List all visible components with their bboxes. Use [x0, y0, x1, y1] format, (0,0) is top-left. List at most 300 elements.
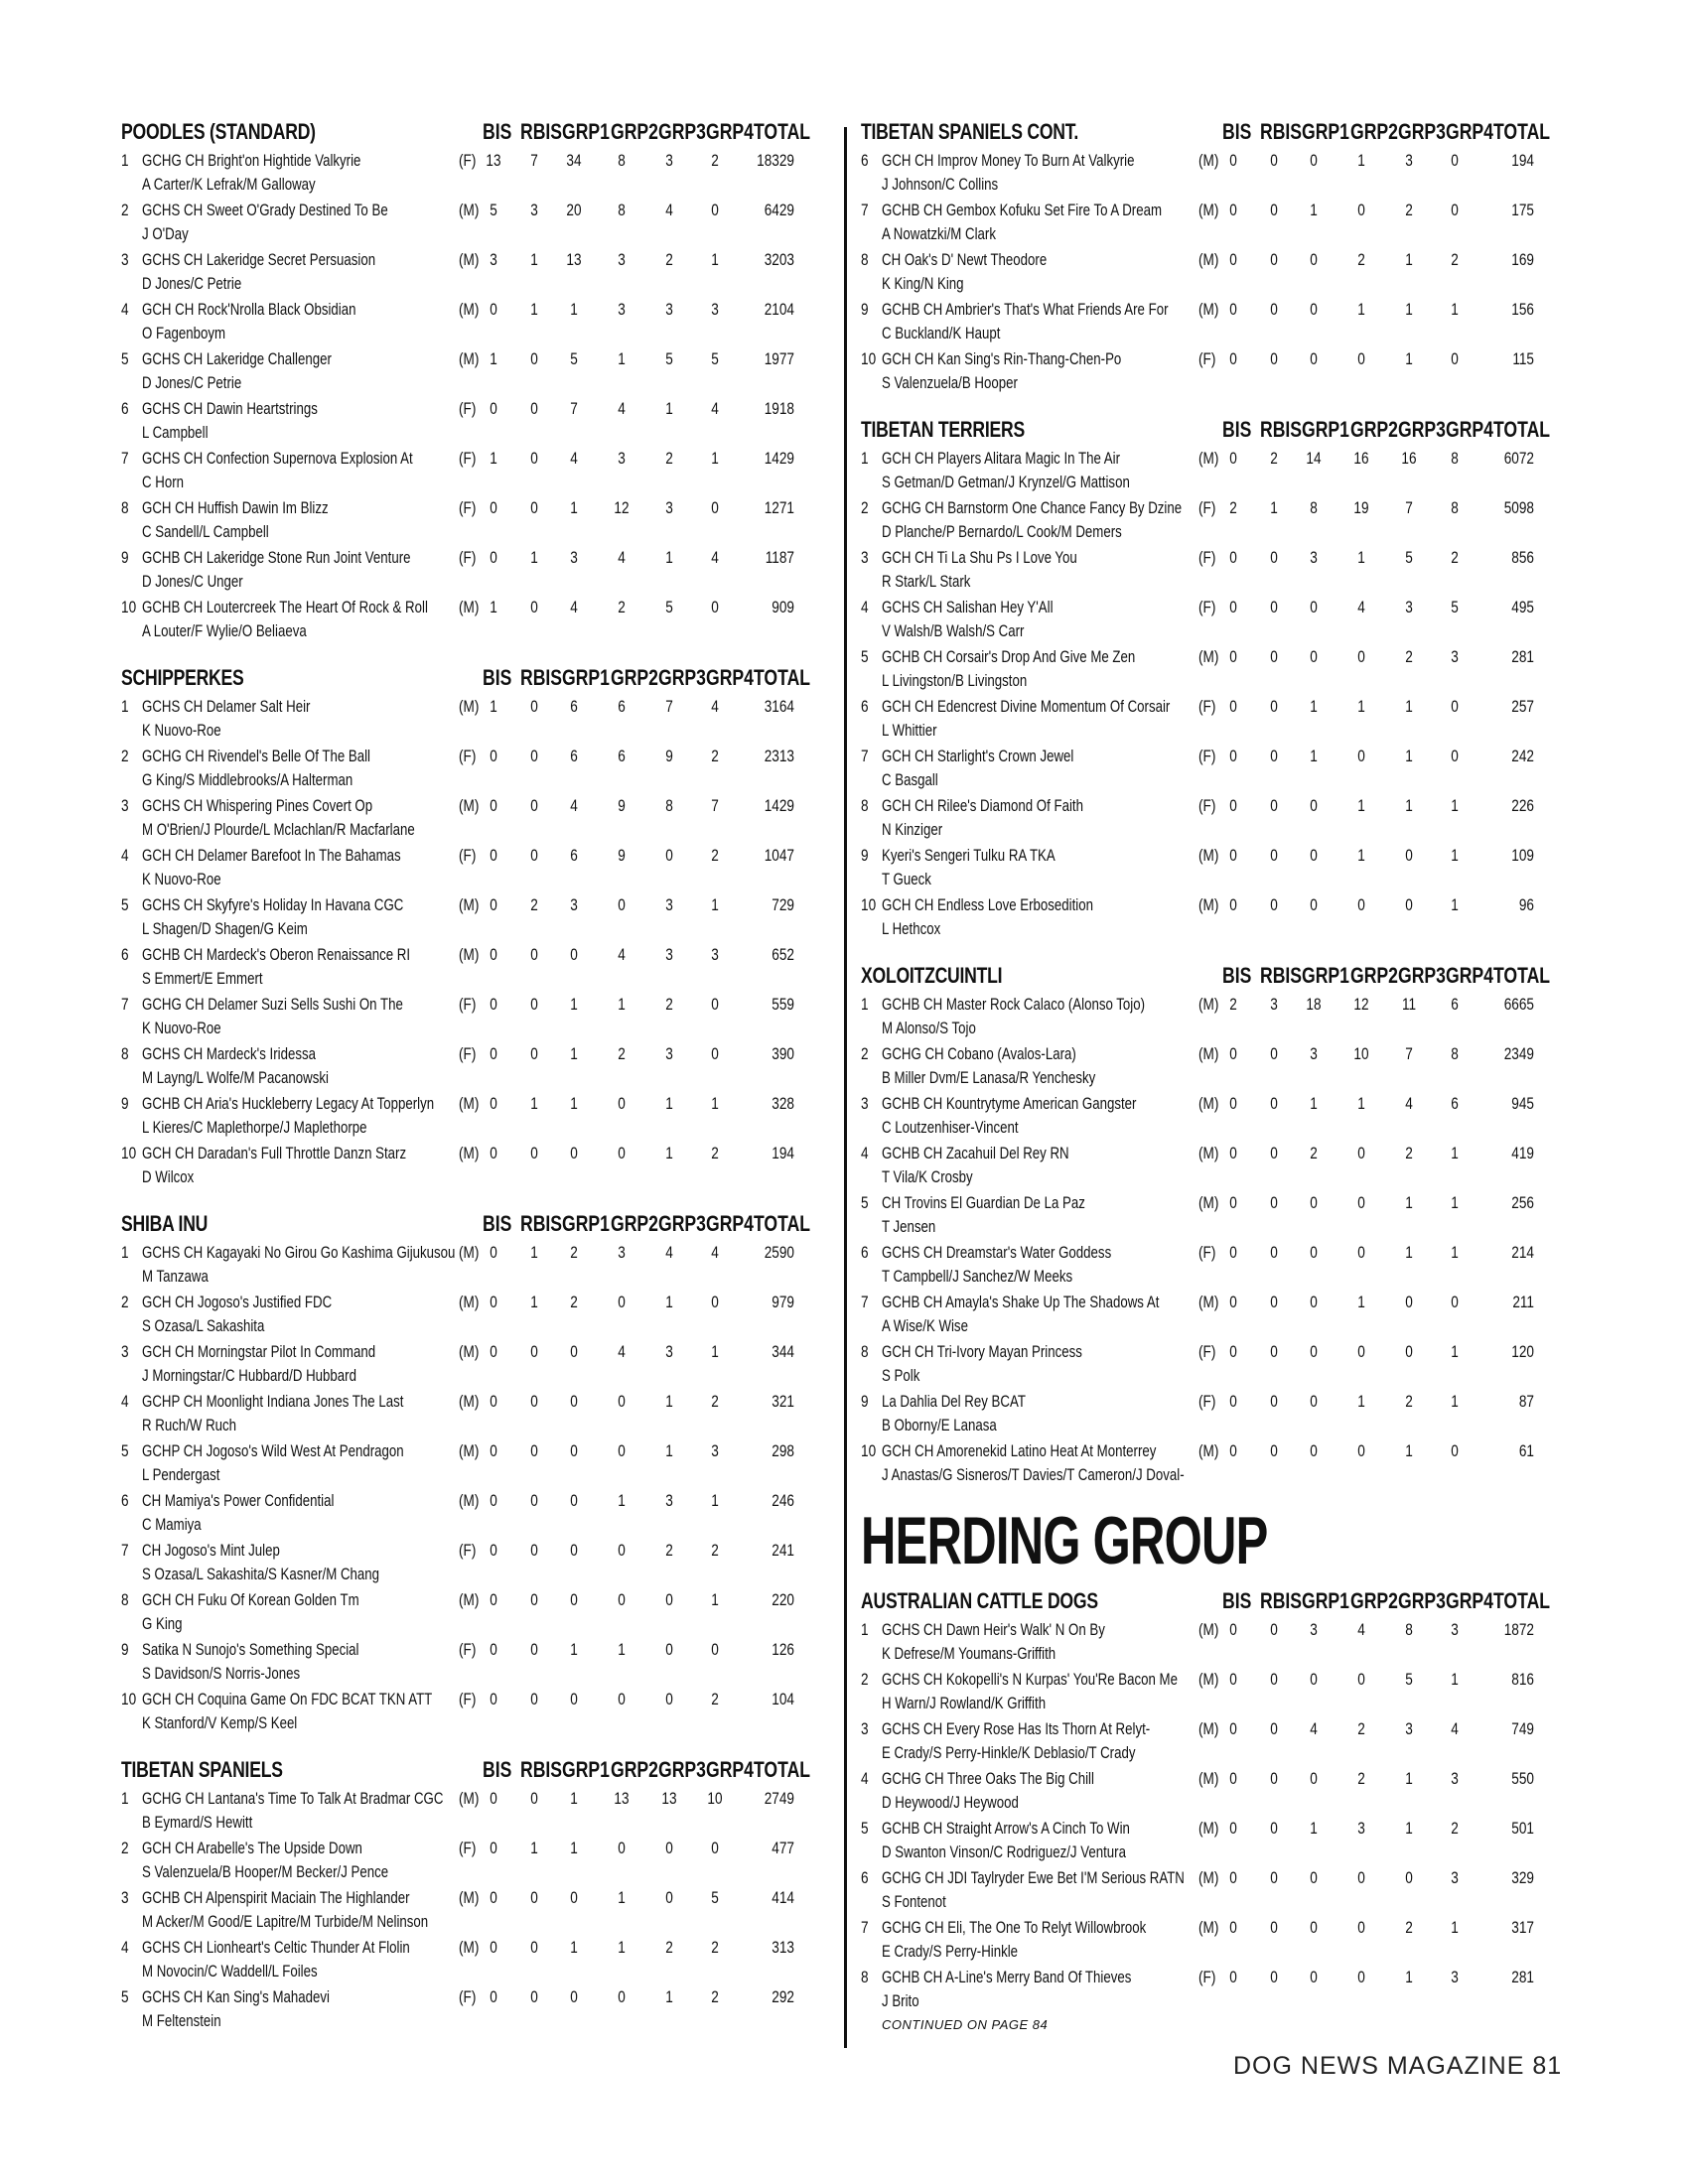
rank-number: 3 [861, 1719, 869, 1738]
stat-bis: 0 [490, 399, 497, 418]
stat-grp3: 2 [1405, 1918, 1413, 1937]
dog-name: GCH CH Amorenekid Latino Heat At Monterrey [882, 1441, 1157, 1460]
stat-total: 652 [772, 945, 794, 964]
owner-names: K Nuovo-Roe [142, 870, 221, 888]
column-header-grp4: GRP4 [1446, 417, 1493, 442]
stat-grp4: 8 [1451, 498, 1459, 517]
dog-name: La Dahlia Del Rey BCAT [882, 1392, 1026, 1411]
stat-grp3: 0 [1405, 1868, 1413, 1887]
stat-total: 120 [1511, 1342, 1534, 1361]
rank-number: 10 [861, 1441, 877, 1460]
rank-number: 6 [861, 697, 869, 716]
stat-grp1: 1 [1310, 1819, 1318, 1838]
sex-marker: (M) [1198, 201, 1219, 219]
rank-number: 3 [861, 1094, 869, 1113]
group-sections [861, 1588, 1561, 2015]
stat-grp1: 0 [570, 1987, 578, 2006]
stat-total: 979 [772, 1293, 794, 1311]
stat-bis: 0 [490, 995, 497, 1014]
stat-grp2: 0 [1357, 201, 1365, 219]
sex-marker: (M) [459, 1441, 480, 1460]
breed-title: TIBETAN TERRIERS [861, 417, 1025, 442]
stat-rbis: 0 [1270, 1293, 1278, 1311]
owner-names: N Kinziger [882, 820, 943, 839]
stat-grp3: 7 [1405, 1044, 1413, 1063]
column-header-bis: BIS [483, 665, 512, 690]
dog-entry [121, 993, 821, 1042]
stat-grp1: 0 [1310, 1293, 1318, 1311]
stat-grp1: 18 [1306, 995, 1322, 1014]
stat-total: 281 [1511, 1968, 1534, 1986]
stat-total: 729 [772, 895, 794, 914]
stat-grp3: 2 [1405, 1144, 1413, 1162]
stat-bis: 0 [490, 1839, 497, 1857]
stat-total: 257 [1511, 697, 1534, 716]
owner-names: L Campbell [142, 423, 209, 442]
stat-grp4: 1 [711, 449, 719, 468]
stat-rbis: 0 [530, 1640, 538, 1659]
stat-bis: 0 [1229, 647, 1237, 666]
stat-rbis: 0 [530, 1342, 538, 1361]
stat-total: 2749 [764, 1789, 794, 1808]
stat-total: 495 [1511, 598, 1534, 616]
stat-grp3: 1 [1405, 349, 1413, 368]
stat-grp1: 3 [1310, 548, 1318, 567]
owner-names: S Ozasa/L Sakashita/S Kasner/M Chang [142, 1565, 380, 1583]
stat-grp3: 1 [1405, 1193, 1413, 1212]
dog-name: GCHS CH Whispering Pines Covert Op [142, 796, 373, 815]
stat-bis: 0 [1229, 449, 1237, 468]
stat-rbis: 0 [530, 1044, 538, 1063]
stat-grp2: 9 [618, 846, 626, 865]
column-header-grp4: GRP4 [1446, 119, 1493, 144]
sex-marker: (F) [459, 995, 477, 1014]
stat-grp2: 0 [1357, 647, 1365, 666]
stat-grp1: 0 [1310, 151, 1318, 170]
stat-bis: 0 [1229, 548, 1237, 567]
stat-grp4: 0 [711, 995, 719, 1014]
owner-names: B Eymard/S Hewitt [142, 1813, 253, 1832]
dog-entry [861, 1142, 1561, 1191]
stat-grp1: 0 [570, 1392, 578, 1411]
breed-title: XOLOITZCUINTLI [861, 963, 1003, 988]
column-header-total: TOTAL [1493, 417, 1551, 442]
sex-marker: (M) [1198, 995, 1219, 1014]
dog-entry [121, 745, 821, 794]
dog-name: CH Mamiya's Power Confidential [142, 1491, 335, 1510]
stat-rbis: 0 [1270, 697, 1278, 716]
dog-entry [861, 1866, 1561, 1916]
stat-rbis: 0 [530, 1491, 538, 1510]
sex-marker: (M) [459, 1590, 480, 1609]
dog-name: GCH CH Kan Sing's Rin-Thang-Chen-Po [882, 349, 1122, 368]
stat-grp3: 1 [665, 548, 673, 567]
dog-name: GCH CH Players Alitara Magic In The Air [882, 449, 1120, 468]
stat-total: 390 [772, 1044, 794, 1063]
rank-number: 8 [121, 1590, 129, 1609]
stat-grp1: 0 [570, 1541, 578, 1560]
rank-number: 8 [121, 1044, 129, 1063]
owner-names: H Warn/J Rowland/K Griffith [882, 1694, 1047, 1712]
dog-entry [861, 1817, 1561, 1866]
dog-name: GCHS CH Salishan Hey Y'All [882, 598, 1054, 616]
stat-bis: 0 [1229, 1769, 1237, 1788]
dog-entry [861, 546, 1561, 596]
column-header-rbis: RBIS [1260, 1588, 1303, 1613]
stat-grp3: 5 [665, 349, 673, 368]
stat-total: 6665 [1503, 995, 1534, 1014]
stat-rbis: 0 [1270, 1968, 1278, 1986]
stat-rbis: 0 [530, 1789, 538, 1808]
rank-number: 4 [121, 1392, 129, 1411]
owner-names: L Pendergast [142, 1465, 220, 1484]
stat-grp1: 0 [1310, 1441, 1318, 1460]
column-header-total: TOTAL [1493, 1588, 1551, 1613]
stat-grp1: 0 [1310, 598, 1318, 616]
stat-grp2: 0 [1357, 1144, 1365, 1162]
sex-marker: (F) [459, 151, 477, 170]
dog-entry [121, 1588, 821, 1638]
stat-grp2: 3 [1357, 1819, 1365, 1838]
stat-bis: 0 [1229, 1670, 1237, 1689]
section-header [121, 1211, 821, 1241]
sex-marker: (M) [1198, 1441, 1219, 1460]
stat-grp1: 0 [570, 1590, 578, 1609]
column-header-grp1: GRP1 [1302, 1588, 1349, 1613]
stat-grp1: 1 [570, 1044, 578, 1063]
stat-total: 313 [772, 1938, 794, 1957]
sex-marker: (F) [459, 449, 477, 468]
dog-name: GCHB CH Zacahuil Del Rey RN [882, 1144, 1069, 1162]
stat-grp4: 2 [711, 1987, 719, 2006]
stat-grp2: 8 [618, 151, 626, 170]
stat-grp4: 8 [1451, 449, 1459, 468]
sex-marker: (F) [1198, 598, 1216, 616]
stat-grp2: 3 [618, 250, 626, 269]
stat-grp3: 3 [665, 1342, 673, 1361]
breed-title: POODLES (STANDARD) [121, 119, 316, 144]
stat-rbis: 1 [530, 1839, 538, 1857]
stat-total: 126 [772, 1640, 794, 1659]
rank-number: 7 [861, 1293, 869, 1311]
stat-grp4: 1 [1451, 895, 1459, 914]
stat-grp4: 0 [711, 1044, 719, 1063]
stat-grp4: 0 [711, 201, 719, 219]
dog-name: GCHG CH Lantana's Time To Talk At Bradmar CGC [142, 1789, 444, 1808]
stat-grp2: 12 [1353, 995, 1369, 1014]
stat-grp3: 1 [1405, 1243, 1413, 1262]
column-header-rbis: RBIS [1260, 119, 1303, 144]
column-header-grp1: GRP1 [562, 665, 610, 690]
stat-grp2: 1 [1357, 1293, 1365, 1311]
breed-title: TIBETAN SPANIELS [121, 1757, 283, 1782]
stat-total: 3203 [764, 250, 794, 269]
stat-grp4: 2 [711, 151, 719, 170]
stat-grp4: 3 [711, 300, 719, 319]
stat-grp3: 2 [665, 1938, 673, 1957]
stat-grp3: 1 [665, 1392, 673, 1411]
rank-number: 8 [861, 796, 869, 815]
dog-entry [861, 596, 1561, 645]
stat-bis: 0 [1229, 1342, 1237, 1361]
stat-rbis: 0 [1270, 1392, 1278, 1411]
dog-entry [121, 844, 821, 893]
dog-entry [861, 1618, 1561, 1668]
stat-grp2: 10 [1353, 1044, 1369, 1063]
section-header [861, 417, 1561, 447]
stat-rbis: 0 [530, 1144, 538, 1162]
dog-name: GCHB CH Alpenspirit Maciain The Highlander [142, 1888, 410, 1907]
stat-grp4: 0 [1451, 151, 1459, 170]
dog-name: GCHS CH Confection Supernova Explosion At [142, 449, 413, 468]
stat-grp2: 0 [618, 1293, 626, 1311]
sex-marker: (M) [1198, 895, 1219, 914]
stat-grp3: 1 [665, 1293, 673, 1311]
column-header-total: TOTAL [1493, 963, 1551, 988]
stat-grp3: 1 [1405, 796, 1413, 815]
stat-total: 419 [1511, 1144, 1534, 1162]
stat-grp3: 7 [1405, 498, 1413, 517]
stat-grp1: 0 [1310, 1193, 1318, 1212]
stat-grp4: 0 [711, 598, 719, 616]
section-header [861, 119, 1561, 149]
stat-grp1: 2 [570, 1293, 578, 1311]
stat-grp4: 7 [711, 796, 719, 815]
stat-total: 2590 [764, 1243, 794, 1262]
stat-grp2: 0 [618, 1590, 626, 1609]
dog-name: GCHP CH Moonlight Indiana Jones The Last [142, 1392, 404, 1411]
owner-names: G King/S Middlebrooks/A Halterman [142, 770, 353, 789]
column-header-rbis: RBIS [520, 119, 563, 144]
dog-name: GCH CH Endless Love Erbosedition [882, 895, 1094, 914]
stat-grp4: 5 [1451, 598, 1459, 616]
rank-number: 5 [121, 895, 129, 914]
column-header-grp4: GRP4 [706, 119, 754, 144]
dog-name: GCH CH Ti La Shu Ps I Love You [882, 548, 1077, 567]
stat-grp2: 6 [618, 747, 626, 765]
stat-grp4: 1 [711, 1590, 719, 1609]
rank-number: 5 [861, 647, 869, 666]
owner-names: D Wilcox [142, 1167, 195, 1186]
owner-names: B Oborny/E Lanasa [882, 1416, 997, 1434]
owner-names: R Ruch/W Ruch [142, 1416, 237, 1434]
owner-names: J Morningstar/C Hubbard/D Hubbard [142, 1366, 356, 1385]
rank-number: 3 [861, 548, 869, 567]
owner-names: J Johnson/C Collins [882, 175, 999, 194]
breed-title: AUSTRALIAN CATTLE DOGS [861, 1588, 1098, 1613]
stat-rbis: 0 [1270, 1918, 1278, 1937]
stat-total: 6072 [1503, 449, 1534, 468]
stat-grp2: 0 [1357, 1193, 1365, 1212]
stat-bis: 1 [490, 697, 497, 716]
dog-entry [861, 645, 1561, 695]
dog-name: GCHB CH A-Line's Merry Band Of Thieves [882, 1968, 1132, 1986]
rank-number: 1 [861, 449, 869, 468]
stat-grp2: 0 [618, 1690, 626, 1708]
rank-number: 10 [121, 1144, 137, 1162]
rank-number: 9 [861, 1392, 869, 1411]
owner-names: L Livingston/B Livingston [882, 671, 1028, 690]
stat-grp2: 0 [1357, 1243, 1365, 1262]
sex-marker: (M) [459, 1094, 480, 1113]
stat-grp2: 1 [1357, 548, 1365, 567]
stat-bis: 0 [490, 1987, 497, 2006]
sex-marker: (F) [1198, 1392, 1216, 1411]
column-header-grp1: GRP1 [1302, 417, 1349, 442]
stat-grp2: 1 [618, 349, 626, 368]
stat-bis: 0 [490, 846, 497, 865]
owner-names: D Jones/C Petrie [142, 373, 242, 392]
sex-marker: (F) [1198, 747, 1216, 765]
dog-entry [121, 1142, 821, 1191]
dog-entry [861, 695, 1561, 745]
column-header-total: TOTAL [754, 119, 811, 144]
dog-entry [121, 1489, 821, 1539]
stat-rbis: 0 [1270, 895, 1278, 914]
owner-names: S Ozasa/L Sakashita [142, 1316, 265, 1335]
sex-marker: (M) [1198, 1144, 1219, 1162]
stat-bis: 1 [490, 349, 497, 368]
stat-grp2: 4 [618, 399, 626, 418]
stat-bis: 0 [1229, 1094, 1237, 1113]
stat-grp3: 8 [665, 796, 673, 815]
dog-name: GCHS CH Delamer Salt Heir [142, 697, 311, 716]
dog-name: GCH CH Jogoso's Justified FDC [142, 1293, 333, 1311]
column-header-grp1: GRP1 [562, 1757, 610, 1782]
sex-marker: (M) [459, 1342, 480, 1361]
dog-name: GCH CH Improv Money To Burn At Valkyrie [882, 151, 1135, 170]
stat-grp2: 0 [618, 1392, 626, 1411]
stat-rbis: 1 [530, 250, 538, 269]
rank-number: 5 [121, 349, 129, 368]
dog-name: GCH CH Rilee's Diamond Of Faith [882, 796, 1083, 815]
stat-grp2: 9 [618, 796, 626, 815]
stat-grp1: 0 [1310, 1968, 1318, 1986]
stat-rbis: 0 [1270, 747, 1278, 765]
sex-marker: (F) [459, 1541, 477, 1560]
owner-names: M Novocin/C Waddell/L Foiles [142, 1962, 318, 1980]
owner-names: L Whittier [882, 721, 937, 740]
stat-grp4: 4 [711, 1243, 719, 1262]
owner-names: A Wise/K Wise [882, 1316, 968, 1335]
stat-grp3: 0 [665, 1590, 673, 1609]
stat-grp3: 1 [665, 1441, 673, 1460]
stat-bis: 0 [490, 498, 497, 517]
stat-grp3: 0 [1405, 1293, 1413, 1311]
stat-grp3: 4 [665, 201, 673, 219]
rank-number: 4 [861, 1769, 869, 1788]
sex-marker: (M) [459, 1293, 480, 1311]
stat-grp4: 0 [711, 1640, 719, 1659]
dog-name: GCHB CH Lakeridge Stone Run Joint Venture [142, 548, 411, 567]
rank-number: 1 [861, 1620, 869, 1639]
stat-grp2: 1 [618, 995, 626, 1014]
stat-grp2: 0 [618, 1441, 626, 1460]
stat-rbis: 0 [1270, 846, 1278, 865]
rank-number: 9 [121, 548, 129, 567]
stat-grp4: 3 [1451, 1620, 1459, 1639]
column-header-grp3: GRP3 [658, 1211, 706, 1236]
stat-grp2: 1 [618, 1938, 626, 1957]
stat-grp3: 1 [665, 1987, 673, 2006]
sex-marker: (M) [1198, 151, 1219, 170]
rank-number: 5 [861, 1193, 869, 1212]
owner-names: T Gueck [882, 870, 931, 888]
stat-grp2: 12 [614, 498, 630, 517]
dog-name: CH Oak's D' Newt Theodore [882, 250, 1048, 269]
stat-grp1: 3 [570, 895, 578, 914]
sex-marker: (M) [459, 349, 480, 368]
column-header-grp2: GRP2 [611, 665, 658, 690]
right-sections [861, 119, 1561, 1489]
sex-marker: (M) [1198, 1193, 1219, 1212]
stat-grp3: 0 [665, 1839, 673, 1857]
dog-entry [861, 993, 1561, 1042]
rank-number: 8 [861, 1968, 869, 1986]
section-header [121, 1757, 821, 1787]
column-header-grp3: GRP3 [658, 665, 706, 690]
stat-bis: 0 [1229, 697, 1237, 716]
stat-grp1: 6 [570, 846, 578, 865]
stat-grp2: 1 [1357, 300, 1365, 319]
stat-grp3: 2 [665, 1541, 673, 1560]
stat-bis: 2 [1229, 995, 1237, 1014]
dog-name: GCHG CH Barnstorm One Chance Fancy By Dzine [882, 498, 1183, 517]
owner-names: M Layng/L Wolfe/M Pacanowski [142, 1068, 329, 1087]
stat-grp2: 4 [1357, 1620, 1365, 1639]
stat-grp4: 6 [1451, 995, 1459, 1014]
stat-grp1: 1 [570, 498, 578, 517]
stat-total: 317 [1511, 1918, 1534, 1937]
stat-grp4: 0 [1451, 1293, 1459, 1311]
stat-grp2: 1 [618, 1491, 626, 1510]
owner-names: L Kieres/C Maplethorpe/J Maplethorpe [142, 1118, 367, 1137]
stat-total: 344 [772, 1342, 794, 1361]
stat-grp3: 0 [665, 1888, 673, 1907]
dog-entry [861, 199, 1561, 248]
stat-total: 1977 [764, 349, 794, 368]
dog-name: GCHG CH Three Oaks The Big Chill [882, 1769, 1094, 1788]
sex-marker: (M) [459, 697, 480, 716]
rank-number: 6 [861, 1868, 869, 1887]
breed-title: TIBETAN SPANIELS CONT. [861, 119, 1078, 144]
stat-grp2: 0 [1357, 1868, 1365, 1887]
rank-number: 7 [121, 449, 129, 468]
stat-rbis: 0 [1270, 796, 1278, 815]
sex-marker: (M) [459, 598, 480, 616]
stat-grp3: 2 [665, 449, 673, 468]
stat-grp3: 1 [1405, 1968, 1413, 1986]
stat-total: 211 [1512, 1293, 1534, 1311]
sex-marker: (M) [459, 796, 480, 815]
stat-bis: 0 [1229, 1293, 1237, 1311]
sex-marker: (M) [1198, 1918, 1219, 1937]
stat-grp3: 1 [665, 399, 673, 418]
column-header-grp1: GRP1 [1302, 963, 1349, 988]
stat-grp1: 34 [566, 151, 582, 170]
rank-number: 6 [861, 1243, 869, 1262]
stat-grp2: 3 [618, 1243, 626, 1262]
stat-bis: 0 [490, 796, 497, 815]
stat-grp4: 1 [711, 895, 719, 914]
stat-grp1: 0 [1310, 349, 1318, 368]
sex-marker: (M) [1198, 647, 1219, 666]
stat-total: 1429 [764, 796, 794, 815]
column-header-grp2: GRP2 [611, 119, 658, 144]
owner-names: L Hethcox [882, 919, 941, 938]
stat-grp1: 6 [570, 747, 578, 765]
dog-entry [861, 496, 1561, 546]
